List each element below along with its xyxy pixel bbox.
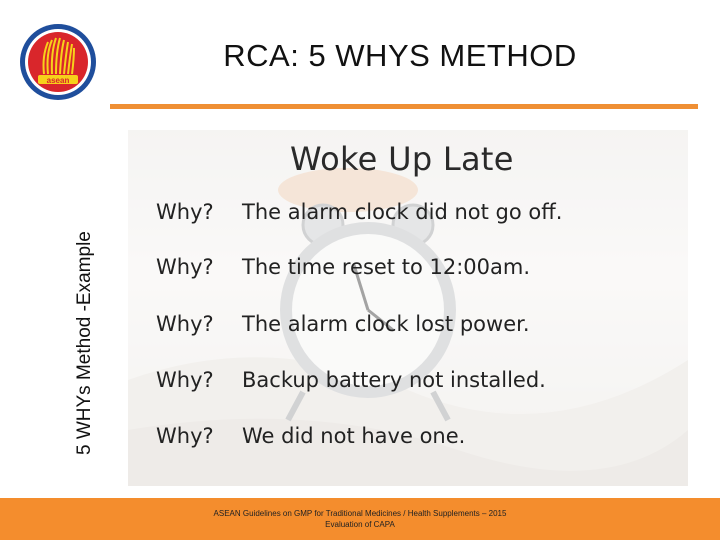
why-row-3	[156, 312, 530, 336]
why-label: Why?	[156, 255, 214, 279]
slide-title: RCA: 5 WHYS METHOD	[223, 38, 577, 73]
why-answer: The alarm clock lost power.	[242, 312, 530, 336]
asean-logo	[18, 22, 98, 102]
why-row-1	[156, 200, 562, 224]
why-answer: We did not have one.	[242, 424, 466, 448]
why-answer: Backup battery not installed.	[242, 368, 546, 392]
footer-line-2: Evaluation of CAPA	[325, 520, 395, 529]
why-label: Why?	[156, 200, 214, 224]
why-answer: The time reset to 12:00am.	[242, 255, 530, 279]
svg-text:asean: asean	[46, 76, 70, 85]
why-label: Why?	[156, 424, 214, 448]
example-heading: Woke Up Late	[290, 140, 514, 178]
asean-emblem-icon	[18, 22, 98, 102]
why-answer: The alarm clock did not go off.	[242, 200, 563, 224]
footer-text	[160, 508, 560, 530]
title-divider	[110, 104, 698, 109]
footer-line-1: ASEAN Guidelines on GMP for Traditional Medicines / Health Supplements – 2015	[213, 509, 507, 518]
why-row-2	[156, 255, 530, 279]
why-label: Why?	[156, 368, 214, 392]
alarm-clock-photo	[128, 130, 688, 486]
why-label: Why?	[156, 312, 214, 336]
side-label: 5 WHYs Method -Example	[74, 231, 95, 455]
footer-bar	[0, 498, 720, 540]
why-row-4	[156, 368, 546, 392]
why-row-5	[156, 424, 465, 448]
